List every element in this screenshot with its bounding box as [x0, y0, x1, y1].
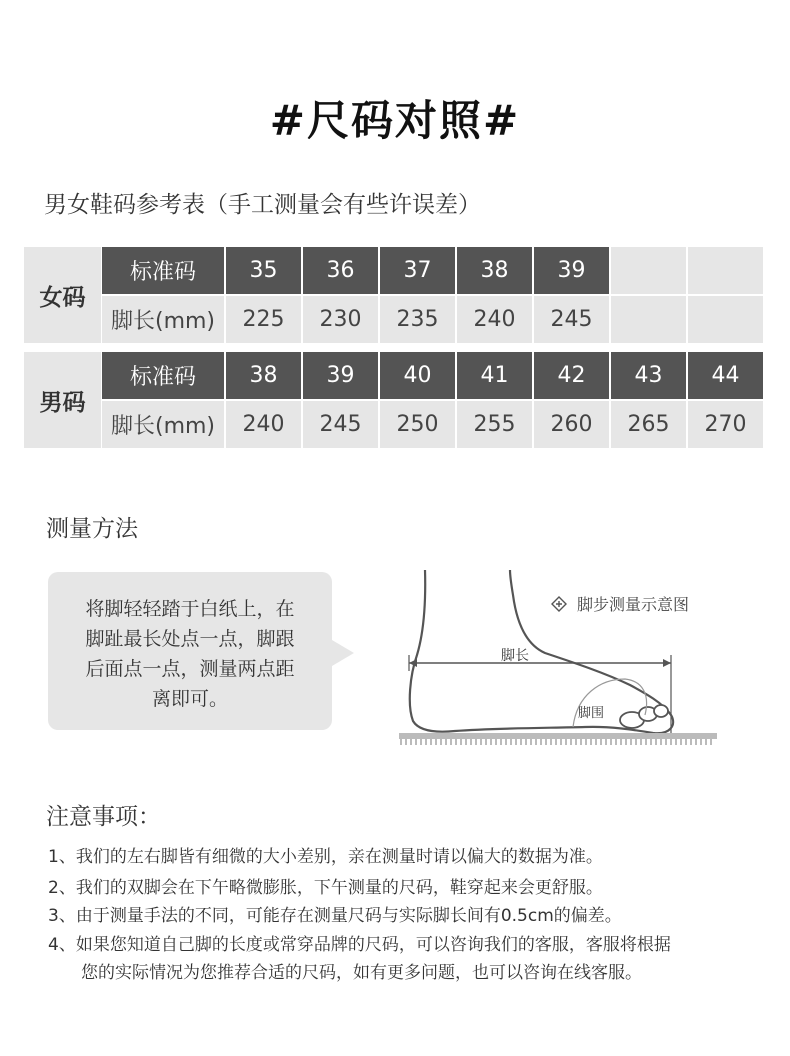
women-length-row [102, 296, 766, 343]
length-cell: 245 [534, 296, 609, 343]
size-cell: 35 [226, 247, 301, 294]
instruction-line: 脚趾最长处点一点，脚跟 [85, 628, 295, 650]
size-row-label: 标准码 [102, 247, 224, 294]
size-row-label: 标准码 [102, 352, 224, 399]
table-subtitle: 男女鞋码参考表（手工测量会有些许误差） [44, 192, 481, 218]
diagram-caption-text: 脚步测量示意图 [577, 595, 690, 614]
size-cell: 37 [380, 247, 455, 294]
method-title: 测量方法 [46, 516, 138, 542]
size-cell: 44 [688, 352, 763, 399]
length-row-label: 脚长(mm) [102, 296, 224, 343]
length-cell: 265 [611, 401, 686, 448]
instruction-line: 将脚轻轻踏于白纸上，在 [85, 598, 295, 620]
size-cell: 38 [226, 352, 301, 399]
length-cell: 260 [534, 401, 609, 448]
page-title: #尺码对照# [269, 96, 521, 145]
women-size-table [24, 247, 766, 343]
length-cell-empty [611, 296, 686, 343]
size-cell: 36 [303, 247, 378, 294]
length-cell-empty [688, 296, 763, 343]
ruler-ticks [401, 739, 711, 745]
instruction-bubble [48, 572, 332, 730]
note-item: 您的实际情况为您推荐合适的尺码，如有更多问题，也可以咨询在线客服。 [81, 963, 642, 983]
women-size-row [102, 247, 766, 294]
bubble-pointer [332, 640, 354, 666]
foot-outline [410, 570, 673, 733]
ruler [399, 733, 717, 739]
instruction-text [66, 594, 314, 714]
foot-length-label: 脚长 [501, 648, 529, 664]
foot-measure-diagram [395, 565, 725, 755]
size-cell: 43 [611, 352, 686, 399]
size-cell: 39 [534, 247, 609, 294]
notes-title: 注意事项： [46, 804, 161, 830]
men-length-row [102, 401, 766, 448]
women-label: 女码 [24, 247, 101, 343]
size-cell: 42 [534, 352, 609, 399]
note-item: 4、如果您知道自己脚的长度或常穿品牌的尺码，可以咨询我们的客服，客服将根据 [48, 935, 671, 955]
note-item: 2、我们的双脚会在下午略微膨胀，下午测量的尺码，鞋穿起来会更舒服。 [48, 878, 603, 898]
size-cell: 39 [303, 352, 378, 399]
length-cell: 225 [226, 296, 301, 343]
length-cell: 230 [303, 296, 378, 343]
length-cell: 240 [226, 401, 301, 448]
toe [654, 705, 668, 717]
length-row-label: 脚长(mm) [102, 401, 224, 448]
size-cell: 38 [457, 247, 532, 294]
length-cell: 235 [380, 296, 455, 343]
length-cell: 240 [457, 296, 532, 343]
size-cell: 40 [380, 352, 455, 399]
men-size-row [102, 352, 766, 399]
men-label: 男码 [24, 352, 101, 448]
note-item: 1、我们的左右脚皆有细微的大小差别，亲在测量时请以偏大的数据为准。 [48, 847, 603, 867]
length-cell: 270 [688, 401, 763, 448]
instruction-line: 离即可。 [151, 688, 228, 710]
foot-girth-label: 脚围 [578, 706, 605, 721]
length-arrow-right [663, 659, 671, 667]
length-cell: 250 [380, 401, 455, 448]
length-cell: 245 [303, 401, 378, 448]
size-cell: 41 [457, 352, 532, 399]
instruction-line: 后面点一点，测量两点距 [85, 658, 295, 680]
length-cell: 255 [457, 401, 532, 448]
note-item: 3、由于测量手法的不同，可能存在测量尺码与实际脚长间有0.5cm的偏差。 [48, 906, 622, 926]
size-cell-empty [611, 247, 686, 294]
size-cell-empty [688, 247, 763, 294]
men-size-table [24, 352, 766, 448]
